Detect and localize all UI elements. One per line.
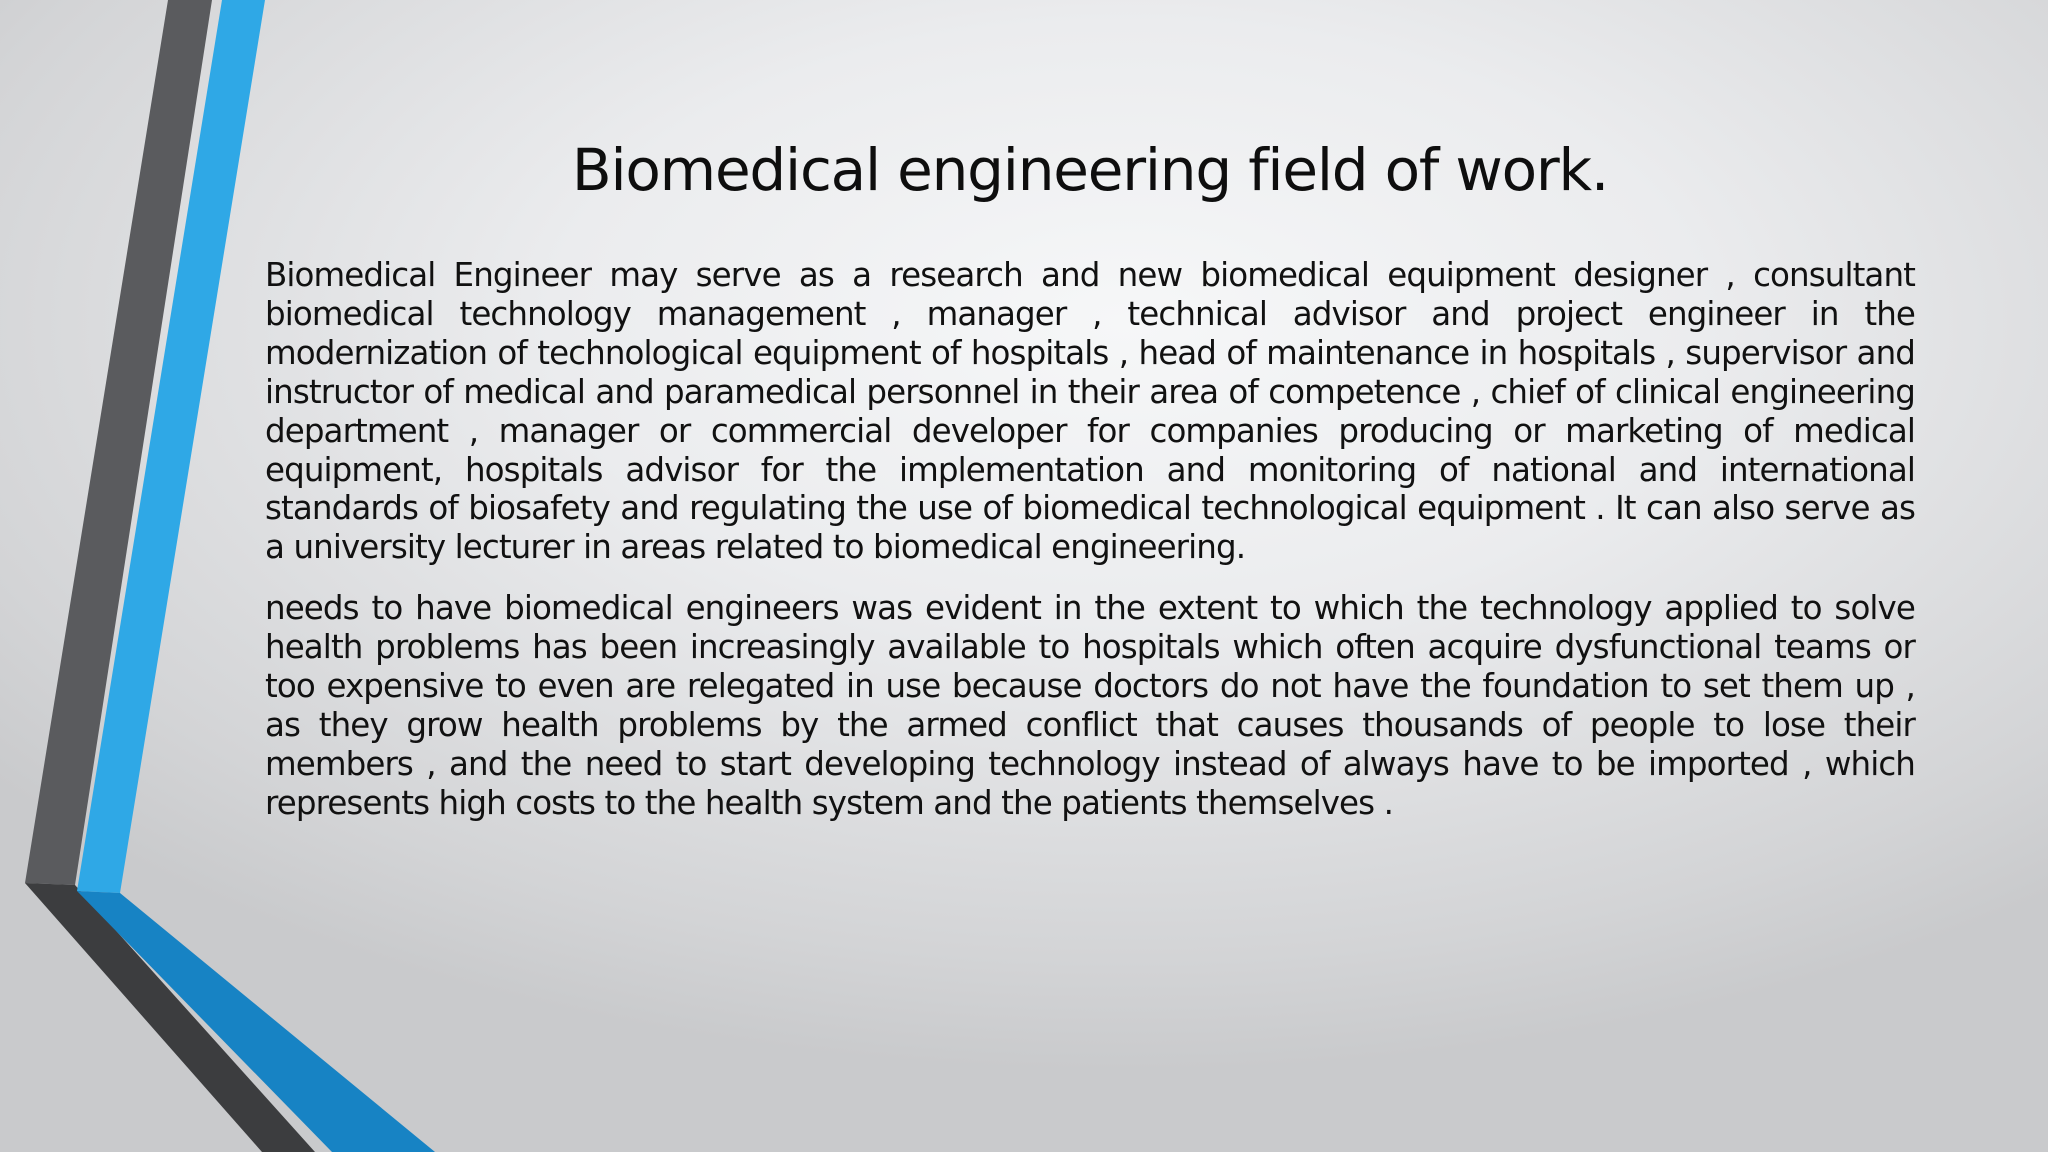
gray-stripe-lower xyxy=(25,883,315,1152)
slide-body xyxy=(265,256,1915,845)
slide-title: Biomedical engineering field of work. xyxy=(571,136,1609,204)
body-paragraph: needs to have biomedical engineers was evident in the extent to which the technology applied to solve health problems has been increasingly available to hospitals which often acquire dysfunctional teams or too expensive to even are relegated in use because doctors do not have the foundation to set them up , as they grow health problems by the armed conflict that causes thousands of people to lose their members , and the need to start developing technology instead of always have to be imported , which represents high costs to the health system and the patients themselves . xyxy=(265,589,1915,822)
body-paragraph: Biomedical Engineer may serve as a research and new biomedical equipment designer , consultant biomedical technology management , manager , technical advisor and project engineer in the modernization of technological equipment of hospitals , head of maintenance in hospitals , supervisor and instructor of medical and paramedical personnel in their area of competence , chief of clinical engineering department , manager or commercial developer for companies producing or marketing of medical equipment, hospitals advisor for the implementation and monitoring of national and international standards of biosafety and regulating the use of biomedical technological equipment . It can also serve as a university lecturer in areas related to biomedical engineering. xyxy=(265,256,1915,567)
